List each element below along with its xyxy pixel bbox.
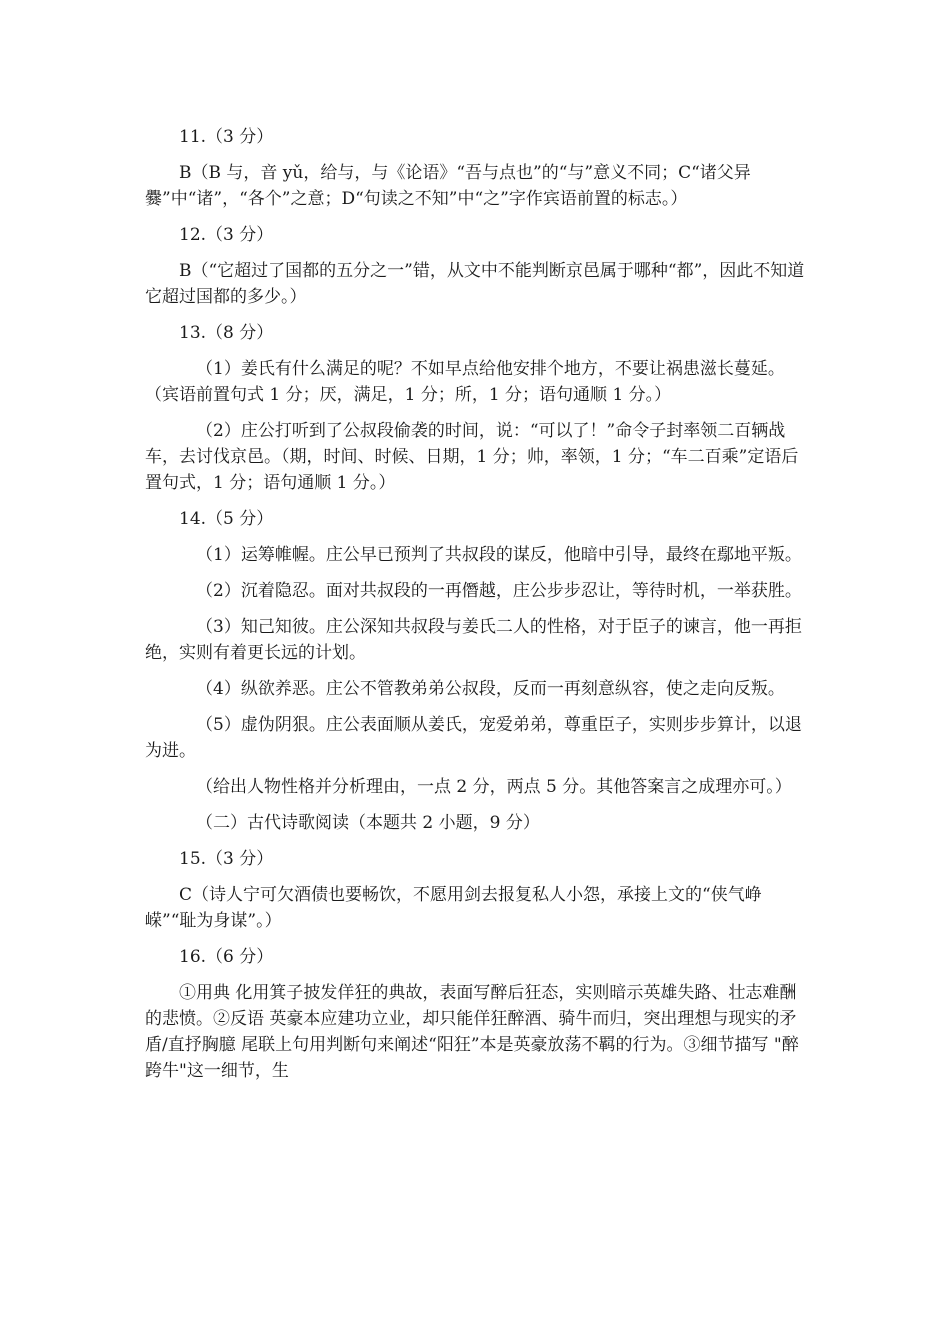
question-13-part-1: （1）姜氏有什么满足的呢？不如早点给他安排个地方，不要让祸患滋长蔓延。（宾语前置句式 1 分；厌，满足，1 分；所，1 分；语句通顺 1 分。）: [145, 359, 785, 405]
question-12-answer: B（“它超过了国都的五分之一”错，从文中不能判断京邑属于哪种“都”，因此不知道它超过国都的多少。）: [145, 261, 805, 307]
question-14-scoring-note: （给出人物性格并分析理由，一点 2 分，两点 5 分。其他答案言之成理亦可。）: [196, 777, 792, 797]
question-14-point-1: （1）运筹帷幄。庄公早已预判了共叔段的谋反，他暗中引导，最终在鄢地平叛。: [196, 545, 802, 565]
question-11-answer: B（B 与，音 yǔ，给与，与《论语》“吾与点也”的“与”意义不同；C“诸父异爨”中“诸”，“各个”之意；D“句读之不知”中“之”字作宾语前置的标志。）: [145, 163, 751, 209]
question-14-heading: 14.（5 分）: [179, 509, 274, 529]
question-13-heading: 13.（8 分）: [179, 323, 274, 343]
question-14-point-4: （4）纵欲养恶。庄公不管教弟弟公叔段，反而一再刻意纵容，使之走向反叛。: [196, 679, 785, 699]
section-poetry-heading: （二）古代诗歌阅读（本题共 2 小题，9 分）: [196, 813, 540, 833]
question-13-part-2: （2）庄公打听到了公叔段偷袭的时间，说：“可以了！”命令子封率领二百辆战车，去讨伐京邑。（期，时间、时候、日期，1 分；帅，率领，1 分；“车二百乘”定语后置句式，1 分；语句通顺 1 分。）: [145, 421, 799, 493]
question-11-heading: 11.（3 分）: [179, 127, 274, 147]
question-15-heading: 15.（3 分）: [179, 849, 274, 869]
question-16-answer: ①用典 化用箕子披发佯狂的典故，表面写醉后狂态，实则暗示英雄失路、壮志难酬的悲愤。②反语 英豪本应建功立业，却只能佯狂醉酒、骑牛而归，突出理想与现实的矛盾/直抒胸臆 尾联上句用判断句来阐述“阳狂”本是英豪放荡不羁的行为。③细节描写 "醉跨牛"这一细节，生: [145, 983, 799, 1081]
question-15-answer: C（诗人宁可欠酒债也要畅饮，不愿用剑去报复私人小怨，承接上文的“侠气峥嵘”“耻为身谋”。）: [145, 885, 762, 931]
question-12-heading: 12.（3 分）: [179, 225, 274, 245]
answer-key-body: [145, 124, 807, 1094]
question-16-heading: 16.（6 分）: [179, 947, 274, 967]
question-14-point-5: （5）虚伪阴狠。庄公表面顺从姜氏，宠爱弟弟，尊重臣子，实则步步算计，以退为进。: [145, 715, 802, 761]
question-14-point-2: （2）沉着隐忍。面对共叔段的一再僭越，庄公步步忍让，等待时机，一举获胜。: [196, 581, 802, 601]
question-14-point-3: （3）知己知彼。庄公深知共叔段与姜氏二人的性格，对于臣子的谏言，他一再拒绝，实则有着更长远的计划。: [145, 617, 802, 663]
